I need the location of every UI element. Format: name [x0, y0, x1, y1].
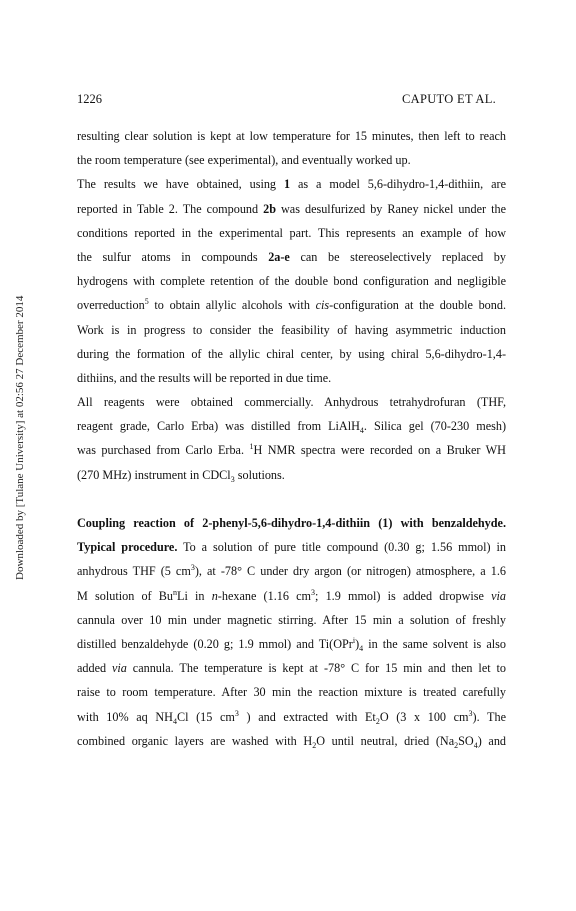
body-line: the sulfur atoms in compounds 2a-e can be stereoselectively replaced by: [77, 249, 506, 264]
body-line: conditions reported in the experimental part. This represents an example of how: [77, 225, 506, 240]
body-line: combined organic layers are washed with $H_2O$ until neutral, dried $(Na_2SO_4)$ and: [77, 733, 507, 750]
body-line: reported in Table 2. The compound 2b was desulfurized by Raney nickel under the: [77, 201, 506, 216]
body-line: dithiins, and the results will be reported in due time.: [77, 370, 332, 385]
body-line: reagent grade, Carlo Erba) was distilled from LiAlH$_4$. Silica gel (70-230 mesh): [77, 419, 506, 436]
section-heading-text: Coupling reaction of 2-phenyl-5,6-dihydro-1,4-dithiin (1) with benzaldehyde.: [77, 516, 506, 530]
body-line: was purchased from Carlo Erba. $^1$H NMR spectra were recorded on a Bruker WH: [77, 442, 506, 458]
body-line: added via cannula. The temperature is kept at -78° C for 15 min and then let to: [77, 661, 506, 676]
body-line: cannula over 10 min under magnetic stirring. After 15 min a solution of freshly: [77, 612, 506, 627]
body-line: All reagents were obtained commercially. Anhydrous tetrahydrofuran (THF,: [77, 395, 506, 410]
running-head: CAPUTO ET AL.: [402, 92, 497, 106]
side-download-text: Downloaded by [Tulane University] at 02:56 27 December 2014: [14, 295, 26, 580]
body-line: anhydrous THF (5 $cm^3$), at -78° C under dry argon (or nitrogen) atmosphere, a 1.6: [77, 563, 506, 579]
body-line: with 10% aq $NH_4Cl$ (15 $cm^3$ ) and extracted with $Et_2O$ (3 x 100 $cm^3$). The: [77, 708, 507, 726]
body-line: raise to room temperature. After 30 min the reaction mixture is treated carefully: [77, 685, 506, 700]
page-number: 1226: [77, 92, 102, 106]
body-line: the room temperature (see experimental), and eventually worked up.: [77, 153, 411, 168]
body-line: Work is in progress to consider the feasibility of having asymmetric induction: [77, 322, 506, 337]
body-line: during the formation of the allylic chiral center, by using chiral 5,6-dihydro-1,4-: [77, 346, 506, 361]
article-body: [77, 124, 506, 753]
body-line: Typical procedure. To a solution of pure title compound (0.30 g; 1.56 mmol) in: [77, 540, 506, 555]
body-line: overreduction$^5$ to obtain allylic alcohols with cis-configuration at the double bond.: [77, 297, 506, 313]
body-line: hydrogens with complete retention of the double bond configuration and negligible: [77, 274, 506, 289]
body-line: distilled benzaldehyde (0.20 g; 1.9 mmol) and $Ti(OPr^i)_4$ in the same solvent is also: [77, 635, 506, 653]
body-line: M solution of Bu$^n$Li in n-hexane (1.16 $cm^3$; 1.9 mmol) is added dropwise via: [77, 587, 506, 603]
body-line: resulting clear solution is kept at low temperature for 15 minutes, then left to reach: [77, 129, 506, 143]
body-line: (270 MHz) instrument in CDCl$_3$ solutions.: [77, 467, 285, 484]
section-heading: [77, 511, 506, 535]
body-line: The results we have obtained, using 1 as a model 5,6-dihydro-1,4-dithiin, are: [77, 177, 506, 192]
